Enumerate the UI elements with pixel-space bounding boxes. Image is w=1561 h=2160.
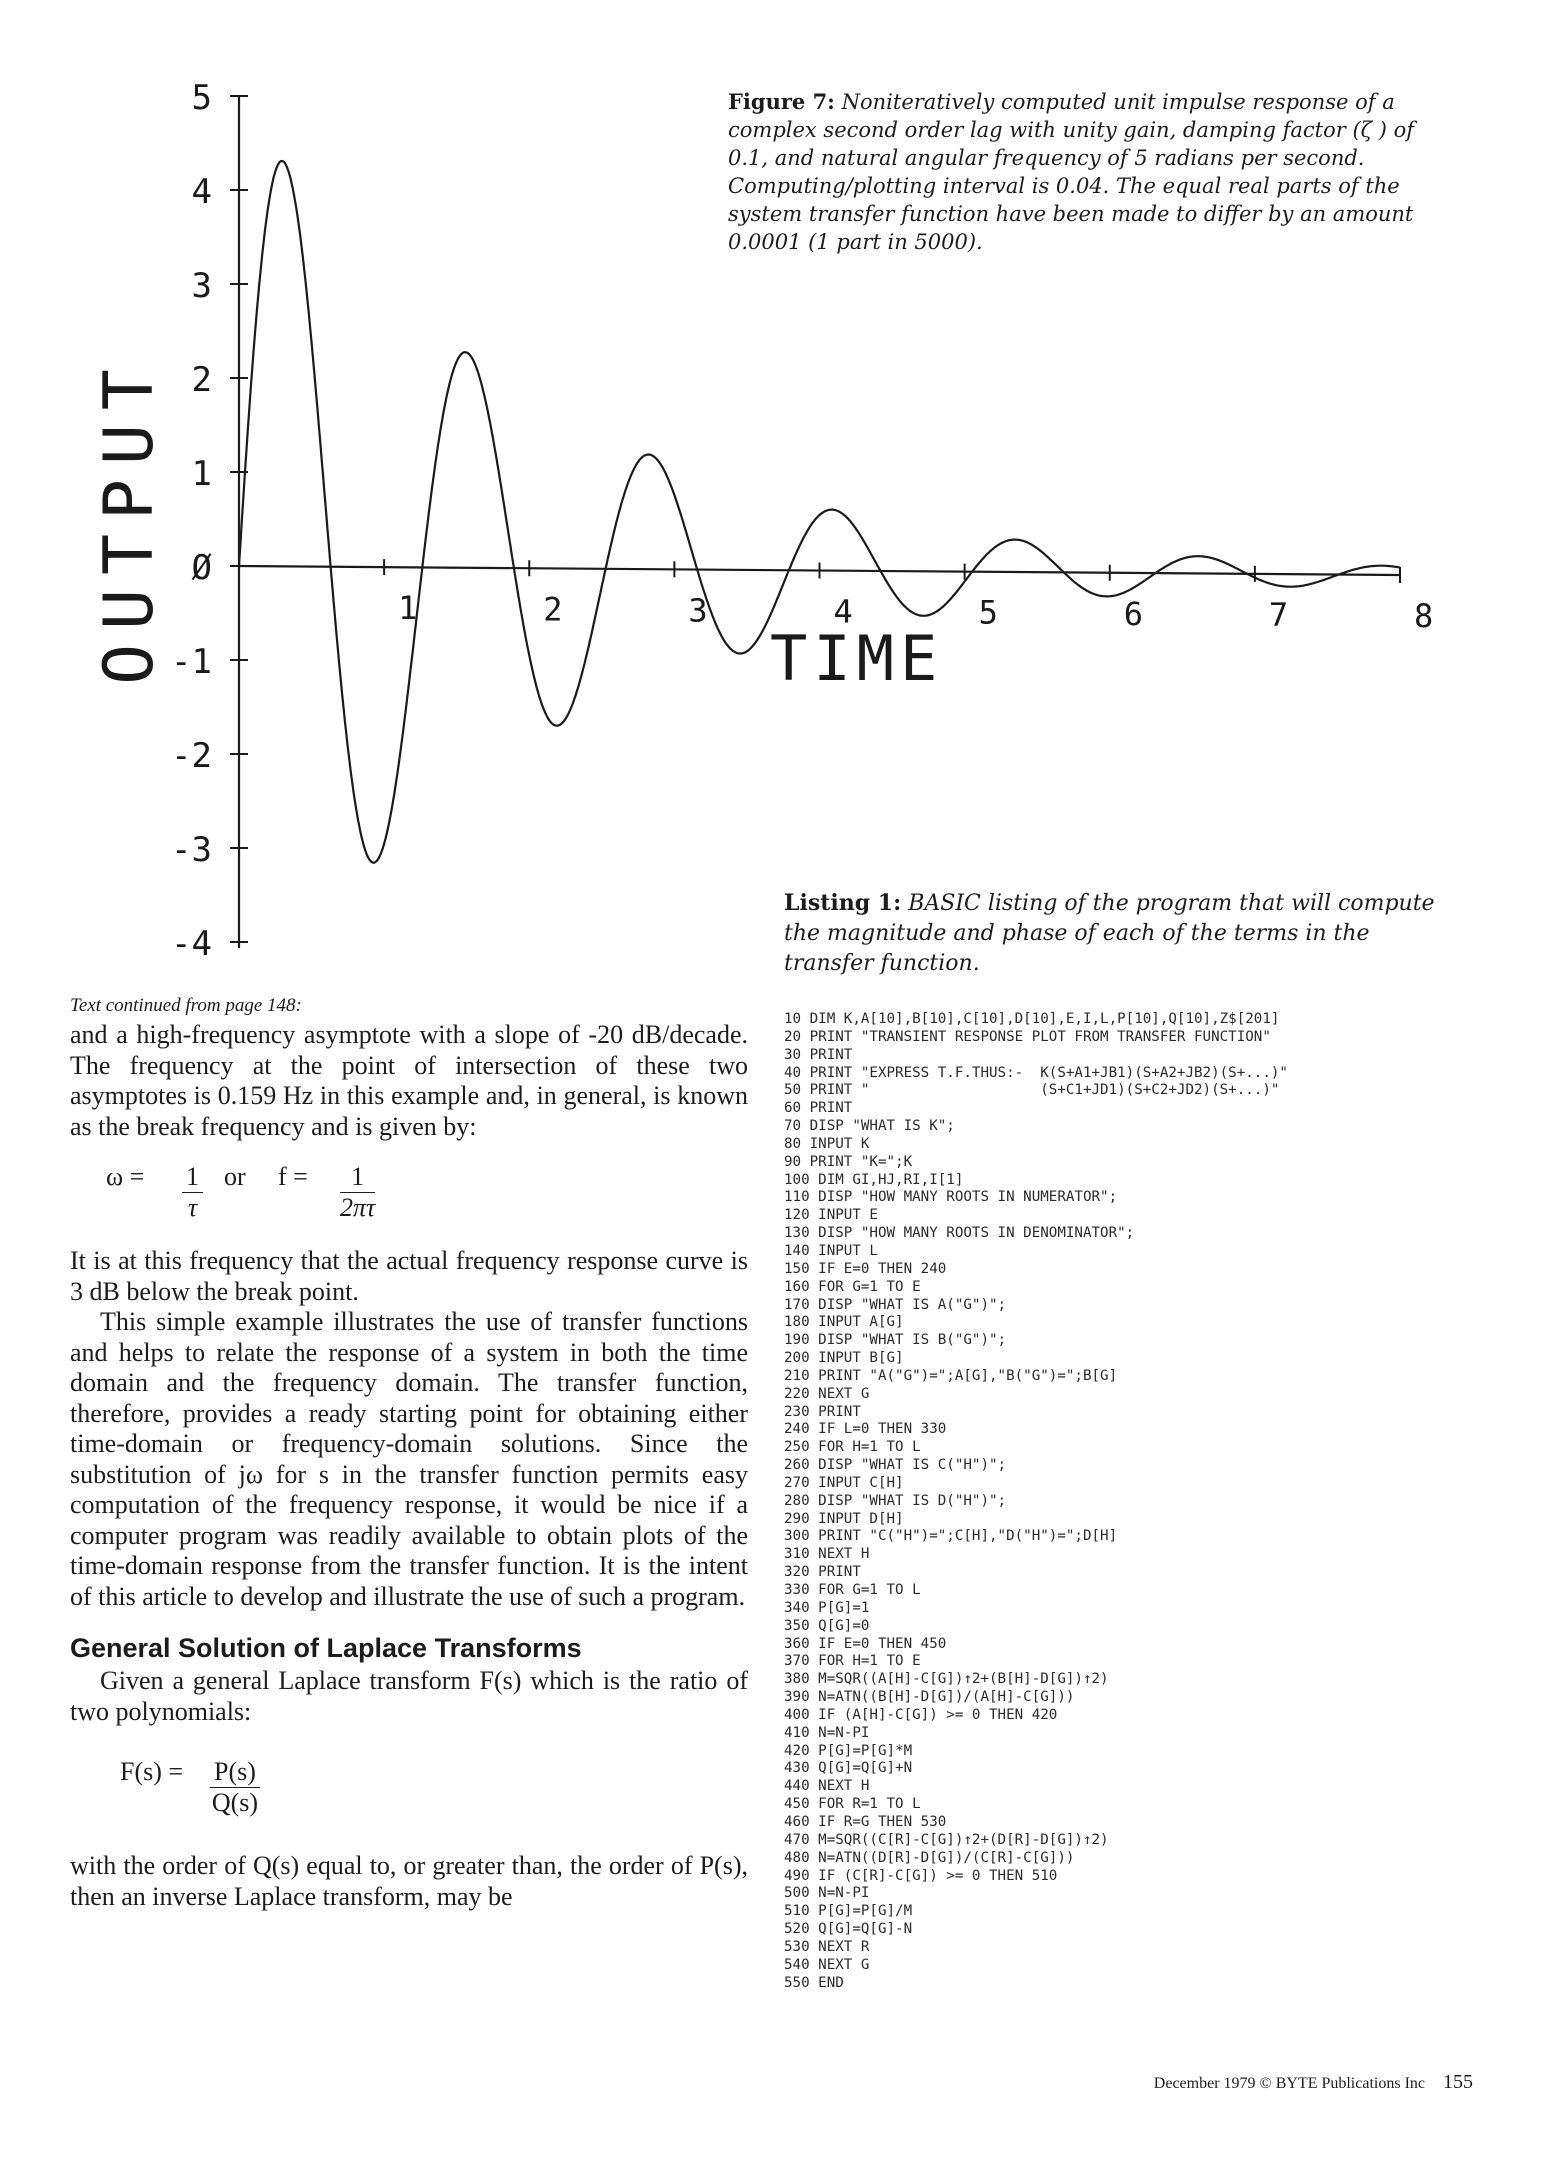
listing-line: 300 PRINT "C("H")=";C[H],"D("H")=";D[H] — [784, 1528, 1118, 1545]
y-axis-label: OUTPUT — [90, 355, 169, 685]
eq-denominator-2: 2πτ — [340, 1193, 376, 1222]
listing-line: 360 IF E=0 THEN 450 — [784, 1635, 947, 1652]
eq2-denominator: Q(s) — [211, 1788, 259, 1817]
listing-line: 240 IF L=0 THEN 330 — [784, 1421, 947, 1438]
listing-line: 210 PRINT "A("G")=";A[G],"B("G")=";B[G] — [784, 1367, 1118, 1384]
eq-or: or — [224, 1162, 246, 1191]
y-tick-label: 1 — [191, 454, 212, 494]
listing-line: 530 NEXT R — [784, 1938, 870, 1955]
listing-line: 390 N=ATN((B[H]-D[G])/(A[H]-C[G])) — [784, 1689, 1075, 1706]
listing-line: 550 END — [784, 1974, 844, 1991]
page-number: 155 — [1443, 2071, 1473, 2093]
listing-line: 110 DISP "HOW MANY ROOTS IN NUMERATOR"; — [784, 1189, 1118, 1206]
eq-numerator-2: 1 — [340, 1162, 375, 1193]
listing-line: 470 M=SQR((C[R]-C[G])↑2+(D[R]-D[G])↑2) — [784, 1831, 1109, 1848]
eq-omega: ω = — [106, 1162, 145, 1191]
listing-caption-text: BASIC listing of the program that will compute the magnitude and phase of each of the terms in the transfer function. — [784, 891, 1435, 976]
listing-line: 450 FOR R=1 TO L — [784, 1796, 921, 1813]
eq2-numerator: P(s) — [210, 1757, 260, 1788]
figure-caption-text: Noniteratively computed unit impulse response of a complex second order lag with unity gain, damping factor (ζ ) of 0.1, and natural angular frequency of 5 radians per second. Computing/plotting interval is 0.04. The equal real parts of the system transfer function have been made to differ by an amount 0.0001 (1 part in 5000). — [728, 90, 1414, 254]
continued-note: Text continued from page 148: — [70, 995, 302, 1016]
listing-line: 490 IF (C[R]-C[G]) >= 0 THEN 510 — [784, 1867, 1058, 1884]
listing-line: 80 INPUT K — [784, 1135, 870, 1152]
listing-line: 170 DISP "WHAT IS A("G")"; — [784, 1296, 1007, 1313]
eq-fraction-1 — [182, 1162, 203, 1223]
listing-line: 350 Q[G]=0 — [784, 1617, 870, 1634]
paragraph-2: It is at this frequency that the actual frequency response curve is 3 dB below the break point. — [70, 1246, 748, 1306]
listing-line: 230 PRINT — [784, 1403, 861, 1420]
y-ticks — [171, 78, 248, 964]
listing-line: 280 DISP "WHAT IS D("H")"; — [784, 1492, 1007, 1509]
listing-line: 40 PRINT "EXPRESS T.F.THUS:- K(S+A1+JB1)(S+A2+JB2)(S+...)" — [784, 1064, 1288, 1081]
y-tick-label: -4 — [171, 924, 212, 964]
listing-line: 160 FOR G=1 TO E — [784, 1278, 921, 1295]
listing-line: 100 DIM GI,HJ,RI,I[1] — [784, 1171, 964, 1188]
eq-denominator-1: τ — [187, 1193, 198, 1222]
listing-line: 50 PRINT " (S+C1+JD1)(S+C2+JD2)(S+...)" — [784, 1082, 1280, 1099]
y-tick-label: 2 — [191, 360, 212, 400]
eq2-lhs: F(s) = — [120, 1757, 184, 1786]
listing-line: 510 P[G]=P[G]/M — [784, 1903, 913, 1920]
listing-line: 480 N=ATN((D[R]-D[G])/(C[R]-C[G])) — [784, 1849, 1075, 1866]
listing-line: 460 IF R=G THEN 530 — [784, 1813, 947, 1830]
y-tick-label: -3 — [171, 830, 212, 870]
listing-line: 410 N=N-PI — [784, 1724, 870, 1741]
y-tick-label: -2 — [171, 736, 212, 776]
y-tick-label: 4 — [191, 172, 212, 212]
listing-line: 190 DISP "WHAT IS B("G")"; — [784, 1332, 1007, 1349]
x-tick-label: 1 — [398, 589, 418, 628]
listing-line: 30 PRINT — [784, 1046, 853, 1063]
paragraph-3: This simple example illustrates the use of transfer functions and helps to relate the response of a system in both the time domain and the frequency domain. The transfer function, therefore, provides a ready starting point for obtaining either time-domain or frequency-domain solutions. Since the substitution of jω for s in the transfer function permits easy computation of the frequency response, it would be nice if a computer program was readily available to obtain plots of the time-domain response from the transfer function. It is the intent of this article to develop and illustrate the use of such a program. — [70, 1307, 748, 1611]
x-tick-label: 6 — [1123, 594, 1144, 633]
y-tick-label: 5 — [191, 78, 212, 118]
listing-line: 440 NEXT H — [784, 1778, 870, 1795]
listing-line: 140 INPUT L — [784, 1242, 878, 1259]
listing-line: 150 IF E=0 THEN 240 — [784, 1260, 947, 1277]
eq2-fraction — [210, 1757, 260, 1818]
listing-line: 70 DISP "WHAT IS K"; — [784, 1118, 955, 1135]
x-tick-label: 5 — [978, 593, 998, 632]
listing-line: 400 IF (A[H]-C[G]) >= 0 THEN 420 — [784, 1706, 1058, 1723]
listing-line: 380 M=SQR((A[H]-C[G])↑2+(B[H]-D[G])↑2) — [784, 1671, 1109, 1688]
equation-break-frequency — [70, 1142, 748, 1246]
listing-line: 130 DISP "HOW MANY ROOTS IN DENOMINATOR"; — [784, 1225, 1135, 1242]
figure-label: Figure 7: — [728, 89, 835, 114]
eq-numerator-1: 1 — [182, 1162, 203, 1193]
listing-line: 270 INPUT C[H] — [784, 1474, 904, 1491]
page-footer — [1154, 2071, 1473, 2094]
article-column — [70, 994, 748, 1912]
listing-line: 20 PRINT "TRANSIENT RESPONSE PLOT FROM TRANSFER FUNCTION" — [784, 1028, 1271, 1045]
x-tick-label: 3 — [688, 591, 708, 630]
paragraph-1: and a high-frequency asymptote with a slope of -20 dB/decade. The frequency at the point of intersection of these two asymptotes is 0.159 Hz in this example and, in general, is known as the break frequency and is given by: — [70, 1020, 748, 1141]
y-tick-label: 3 — [191, 266, 212, 306]
listing-line: 250 FOR H=1 TO L — [784, 1439, 921, 1456]
y-tick-label: -1 — [171, 642, 212, 682]
x-tick-label: 8 — [1414, 597, 1434, 635]
x-tick-label: 7 — [1268, 595, 1289, 634]
listing-line: 420 P[G]=P[G]*M — [784, 1742, 913, 1759]
listing-line: 500 N=N-PI — [784, 1885, 870, 1902]
listing-line: 330 FOR G=1 TO L — [784, 1582, 921, 1598]
response-curve — [239, 161, 1400, 863]
listing-line: 180 INPUT A[G] — [784, 1314, 904, 1331]
listing-line: 320 PRINT — [784, 1564, 861, 1581]
listing-line: 520 Q[G]=Q[G]-N — [784, 1921, 913, 1938]
footer-publisher: December 1979 © BYTE Publications Inc — [1153, 2075, 1425, 2092]
listing-line: 340 P[G]=1 — [784, 1599, 870, 1616]
listing-line: 430 Q[G]=Q[G]+N — [784, 1760, 913, 1777]
listing-line: 60 PRINT — [784, 1100, 853, 1117]
listing-line: 90 PRINT "K=";K — [784, 1153, 913, 1170]
listing-line: 10 DIM K,A[10],B[10],C[10],D[10],E,I,L,P[10],Q[10],Z$[201] — [784, 1011, 1280, 1027]
x-axis-label: TIME — [770, 622, 944, 695]
listing-line: 370 FOR H=1 TO E — [784, 1653, 921, 1670]
listing-line: 200 INPUT B[G] — [784, 1350, 904, 1367]
listing-line: 540 NEXT G — [784, 1956, 870, 1973]
y-tick-label: Ø — [191, 548, 212, 588]
listing-line: 310 NEXT H — [784, 1546, 870, 1563]
x-tick-label: 4 — [833, 592, 853, 631]
figure-caption — [728, 88, 1438, 256]
listing-line: 220 NEXT G — [784, 1385, 870, 1402]
listing-caption — [784, 888, 1464, 979]
eq-fraction-2 — [340, 1162, 375, 1223]
paragraph-5: with the order of Q(s) equal to, or greater than, the order of P(s), then an inverse Laplace transform, may be — [70, 1851, 748, 1911]
listing-line: 290 INPUT D[H] — [784, 1510, 904, 1527]
listing-label: Listing 1: — [784, 890, 902, 916]
paragraph-4: Given a general Laplace transform F(s) which is the ratio of two polynomials: — [70, 1666, 748, 1726]
x-tick-label: 2 — [543, 590, 563, 629]
listing-line: 120 INPUT E — [784, 1207, 878, 1224]
listing-line: 260 DISP "WHAT IS C("H")"; — [784, 1457, 1007, 1474]
basic-listing — [784, 1011, 1524, 1992]
section-heading: General Solution of Laplace Transforms — [70, 1633, 582, 1663]
eq-f: f = — [278, 1162, 308, 1191]
equation-laplace-ratio — [70, 1727, 748, 1851]
